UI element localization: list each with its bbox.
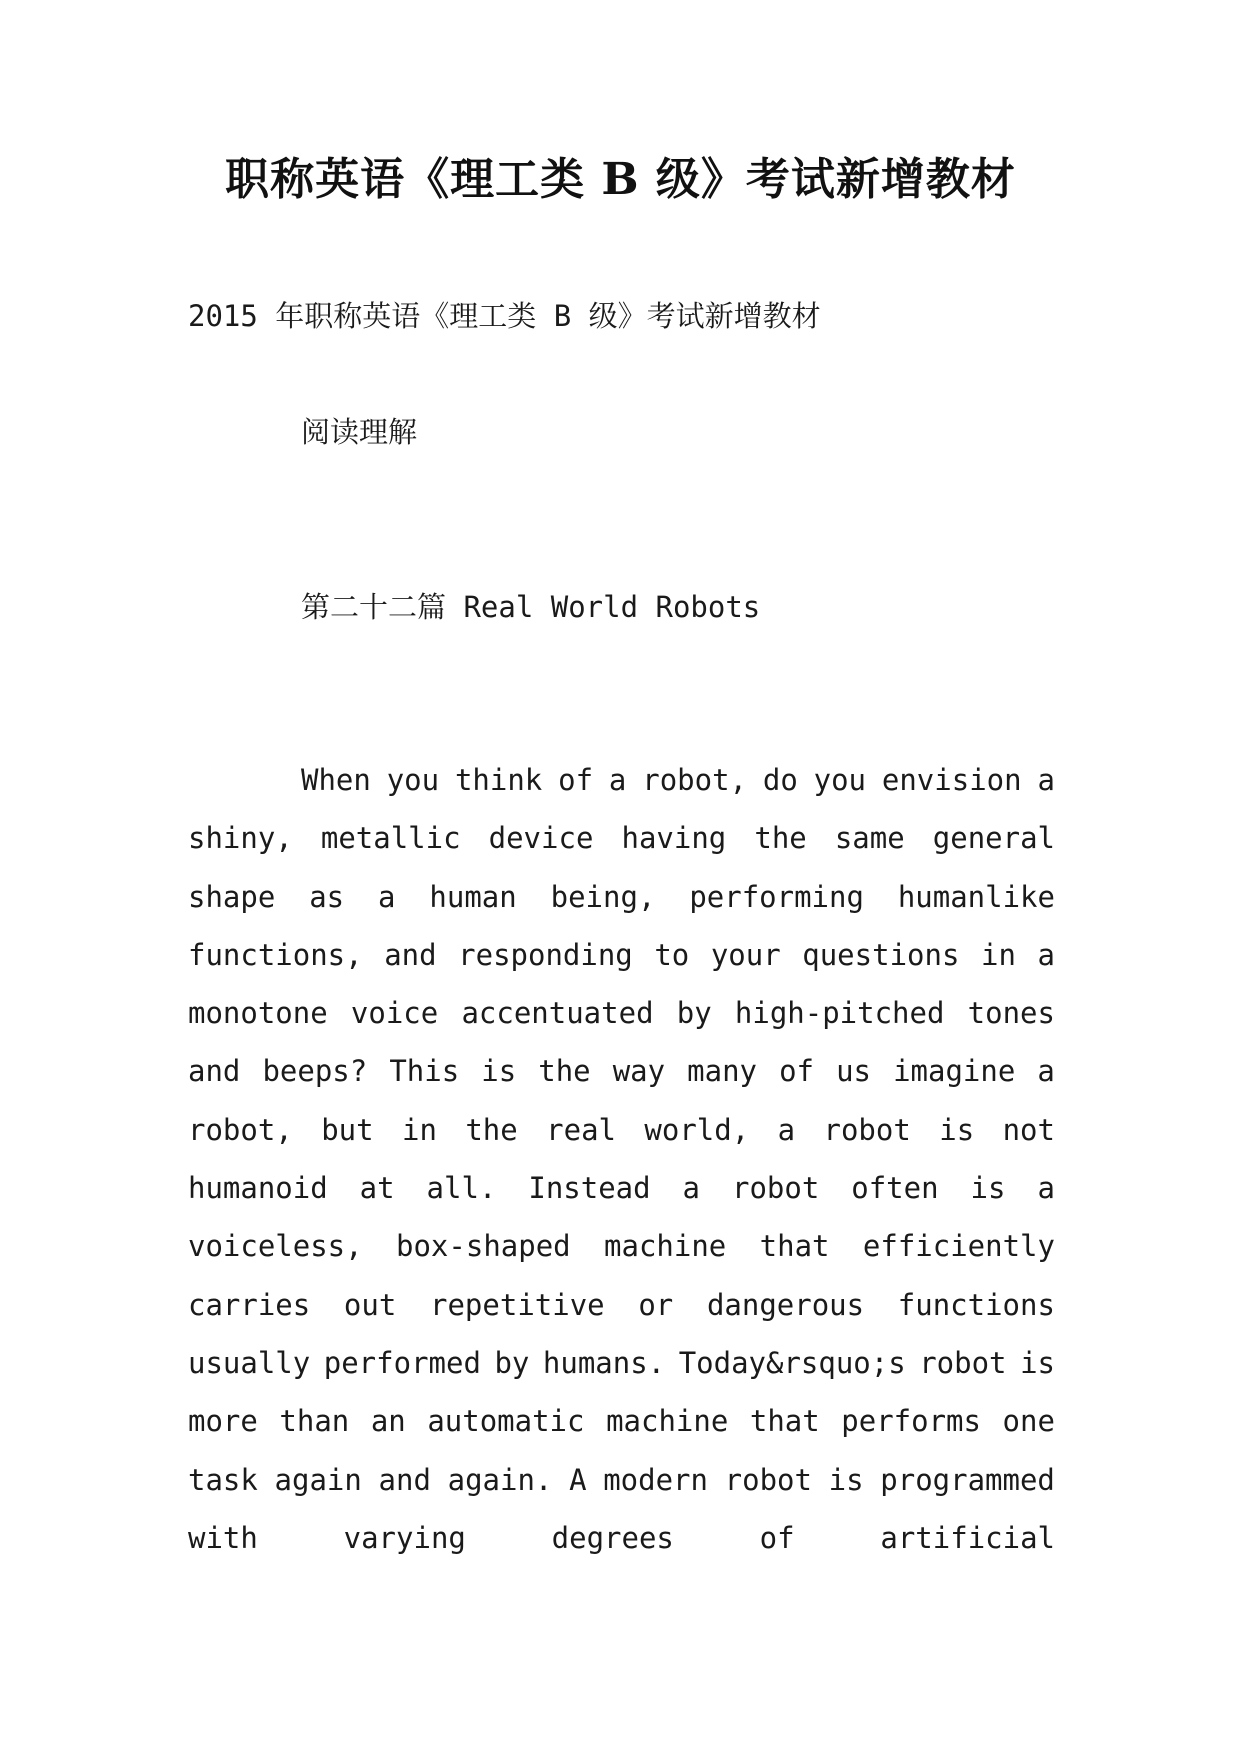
body-word: automatic — [427, 1404, 585, 1439]
body-word: world, — [644, 1112, 750, 1147]
body-word: way — [612, 1054, 666, 1089]
body-word: tones — [967, 996, 1055, 1031]
body-word: performed — [323, 1345, 481, 1380]
body-word: dangerous — [706, 1287, 865, 1322]
body-word: in — [402, 1112, 437, 1147]
body-line — [188, 935, 1055, 993]
body-word: robot, — [188, 1112, 293, 1147]
body-word: robot — [731, 1171, 820, 1206]
body-word: you — [386, 763, 440, 797]
body-word: the — [465, 1112, 518, 1147]
section-label: 阅读理解 — [301, 415, 418, 449]
body-word: A — [569, 1462, 587, 1497]
body-word: the — [538, 1054, 591, 1089]
body-word: of — [779, 1054, 815, 1089]
body-word: is — [481, 1054, 517, 1089]
body-word: us — [836, 1054, 872, 1089]
body-word: humanoid — [188, 1171, 328, 1206]
body-paragraph — [188, 760, 1055, 1576]
body-line — [188, 1460, 1055, 1518]
body-word: imagine — [893, 1054, 1016, 1089]
body-word: artificial — [880, 1520, 1055, 1555]
body-word: robot — [724, 1462, 812, 1497]
body-word: performing — [689, 879, 864, 914]
body-word: carries — [188, 1287, 311, 1322]
body-word: real — [546, 1112, 616, 1147]
body-word: shape — [188, 879, 276, 914]
body-word: being, — [550, 879, 656, 914]
body-word: is — [939, 1112, 975, 1147]
body-word: at — [359, 1171, 395, 1206]
body-word: modern — [603, 1462, 708, 1497]
body-word: performs — [841, 1404, 981, 1439]
body-word: and — [384, 937, 437, 972]
body-word: box-shaped — [396, 1229, 571, 1264]
body-word: a — [608, 763, 627, 797]
body-word: your — [710, 937, 781, 972]
body-word: Instead — [528, 1171, 651, 1206]
body-word: that — [759, 1229, 830, 1264]
body-word: envision — [881, 763, 1022, 797]
body-word: a — [682, 1171, 701, 1206]
body-line — [188, 877, 1055, 935]
body-word: human — [429, 879, 517, 914]
body-word: This — [389, 1054, 460, 1089]
body-word: responding — [458, 937, 633, 972]
body-word: voice — [350, 996, 439, 1031]
body-word: or — [638, 1287, 674, 1322]
body-word: often — [851, 1171, 939, 1206]
body-word: humanlike — [897, 879, 1055, 914]
body-word: having — [621, 821, 727, 856]
body-word: Today&rsquo;s — [678, 1345, 906, 1380]
body-word: out — [343, 1287, 397, 1322]
body-word: do — [762, 763, 798, 797]
body-word: beeps? — [262, 1054, 368, 1089]
body-word: you — [813, 763, 867, 797]
body-word: machine — [606, 1404, 729, 1439]
body-line — [188, 760, 1055, 818]
body-word: device — [488, 821, 594, 856]
body-word: a — [1037, 763, 1055, 797]
body-line — [188, 1285, 1055, 1343]
body-word: a — [1037, 1054, 1055, 1089]
body-word: a — [1037, 1171, 1055, 1206]
body-line — [188, 1401, 1055, 1459]
body-word: an — [370, 1404, 406, 1439]
body-word: but — [321, 1112, 374, 1147]
body-word: repetitive — [430, 1287, 605, 1322]
body-word: is — [1020, 1345, 1055, 1380]
body-line — [188, 1226, 1055, 1284]
body-word: degrees — [551, 1520, 674, 1555]
body-word: a — [1037, 937, 1055, 972]
body-word: questions — [802, 937, 960, 972]
body-word: as — [309, 879, 345, 914]
body-word: by — [494, 1345, 530, 1380]
body-word: functions — [897, 1287, 1055, 1322]
body-word: shiny, — [188, 821, 293, 856]
body-word: than — [279, 1404, 350, 1439]
body-word: with — [188, 1520, 258, 1555]
body-line — [188, 993, 1055, 1051]
body-word: functions, — [188, 937, 363, 972]
body-word: varying — [343, 1520, 466, 1555]
body-line — [188, 1168, 1055, 1226]
body-word: same — [834, 821, 905, 856]
body-word: accentuated — [461, 996, 654, 1031]
body-line — [188, 1343, 1055, 1401]
body-word: programmed — [880, 1462, 1055, 1497]
chapter-title: 第二十二篇 Real World Robots — [301, 590, 761, 624]
body-word: humans. — [542, 1345, 666, 1380]
body-word: metallic — [320, 821, 461, 856]
document-title: 职称英语《理工类 B 级》考试新增教材 — [225, 154, 1016, 205]
body-line — [188, 1110, 1055, 1168]
body-word: one — [1002, 1404, 1055, 1439]
body-word: When — [301, 763, 371, 797]
body-word: again. — [447, 1462, 553, 1497]
body-line — [188, 1051, 1055, 1109]
body-word: usually — [188, 1345, 311, 1380]
body-word: the — [754, 821, 807, 856]
body-word: is — [828, 1462, 864, 1497]
body-word: voiceless, — [188, 1229, 363, 1264]
body-word: again — [274, 1462, 362, 1497]
body-word: in — [980, 937, 1016, 972]
body-word: robot — [823, 1112, 911, 1147]
body-word: many — [687, 1054, 758, 1089]
body-word: high-pitched — [734, 996, 945, 1031]
body-word: robot — [919, 1345, 1007, 1380]
document-subtitle: 2015 年职称英语《理工类 B 级》考试新增教材 — [188, 299, 821, 333]
body-word: task — [188, 1462, 258, 1497]
body-word: monotone — [188, 996, 328, 1031]
body-word: and — [378, 1462, 431, 1497]
body-line — [188, 1518, 1055, 1576]
body-word: not — [1002, 1112, 1055, 1147]
body-word: all. — [426, 1171, 497, 1206]
body-word: and — [188, 1054, 241, 1089]
body-word: machine — [604, 1229, 727, 1264]
body-word: of — [759, 1520, 795, 1555]
body-word: of — [558, 763, 594, 797]
body-word: by — [676, 996, 712, 1031]
body-word: more — [188, 1404, 258, 1439]
body-word: think — [454, 763, 543, 797]
body-word: that — [749, 1404, 820, 1439]
body-word: general — [932, 821, 1055, 856]
body-word: a — [777, 1112, 796, 1147]
body-word: a — [378, 879, 396, 914]
body-word: robot, — [642, 763, 747, 797]
body-word: is — [970, 1171, 1006, 1206]
body-line — [188, 818, 1055, 876]
body-word: to — [654, 937, 690, 972]
body-word: efficiently — [862, 1229, 1055, 1264]
